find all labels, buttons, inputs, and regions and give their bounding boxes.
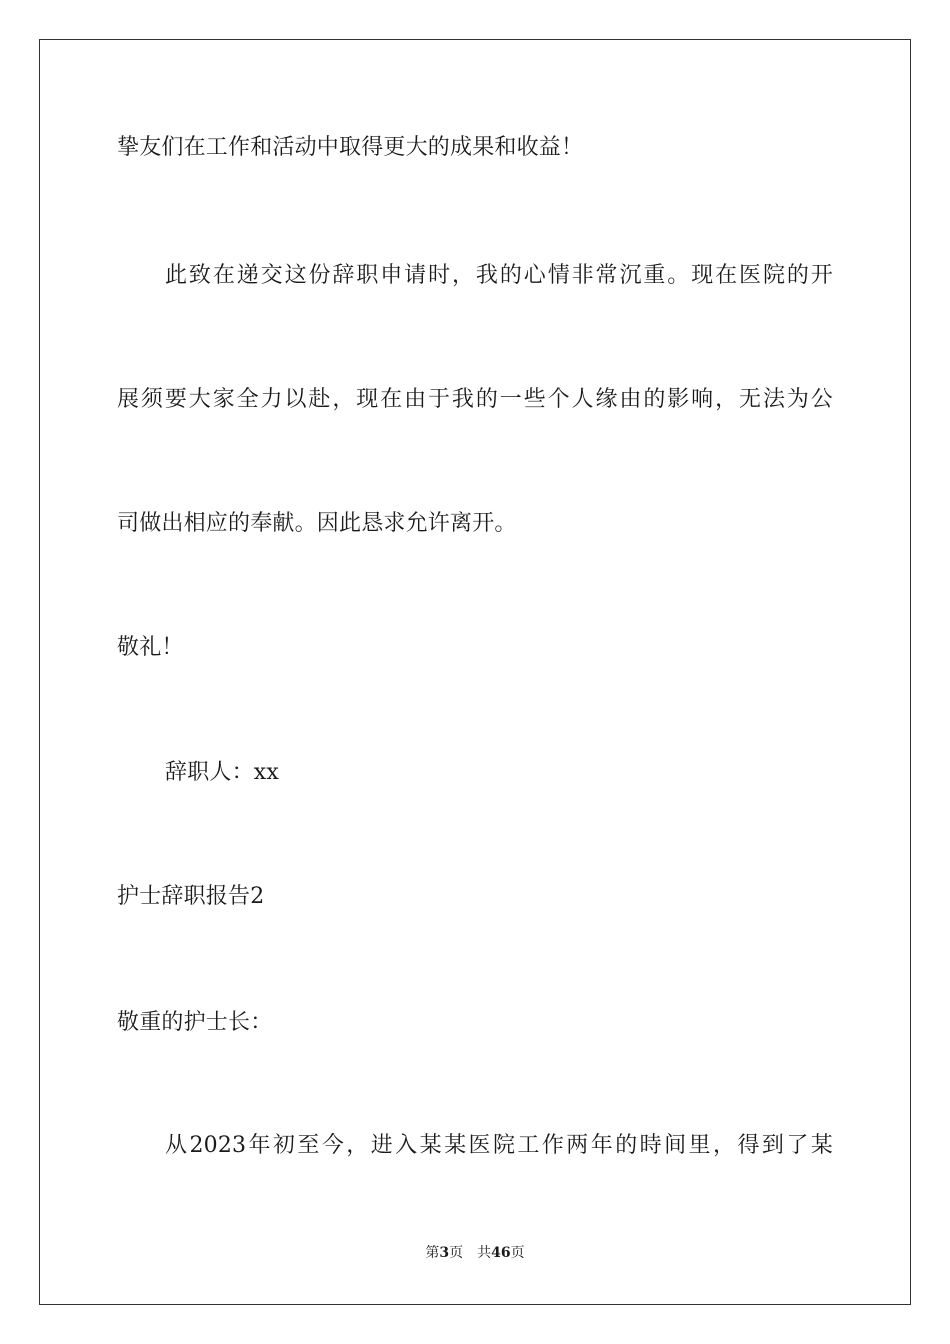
- body-line-3: 展须要大家全力以赴，现在由于我的一些个人缘由的影响，无法为公: [117, 387, 833, 412]
- footer-page-number: 3: [439, 1245, 450, 1261]
- salutation: 敬重的护士长：: [117, 1010, 273, 1035]
- signature-line: 辞职人：xx: [165, 760, 280, 785]
- section-heading: 护士辞职报告2: [117, 884, 265, 909]
- body-line-5: 从2023年初至今，进入某某医院工作两年的時间里，得到了某: [165, 1133, 833, 1158]
- footer-total-prefix: 共: [477, 1245, 492, 1261]
- footer-total-pages: 46: [491, 1245, 511, 1261]
- body-line-2: 此致在递交这份辞职申请时，我的心情非常沉重。现在医院的开: [165, 263, 833, 288]
- closing-salute: 敬礼！: [117, 635, 184, 660]
- footer-page-suffix: 页: [449, 1245, 464, 1261]
- page-border: [39, 39, 911, 1305]
- footer-page-prefix: 第: [425, 1245, 440, 1261]
- body-line-4: 司做出相应的奉献。因此恳求允许离开。: [117, 511, 517, 536]
- page-footer: [0, 1244, 950, 1262]
- body-line-1: 挚友们在工作和活动中取得更大的成果和收益！: [117, 135, 584, 160]
- footer-total-suffix: 页: [510, 1245, 525, 1261]
